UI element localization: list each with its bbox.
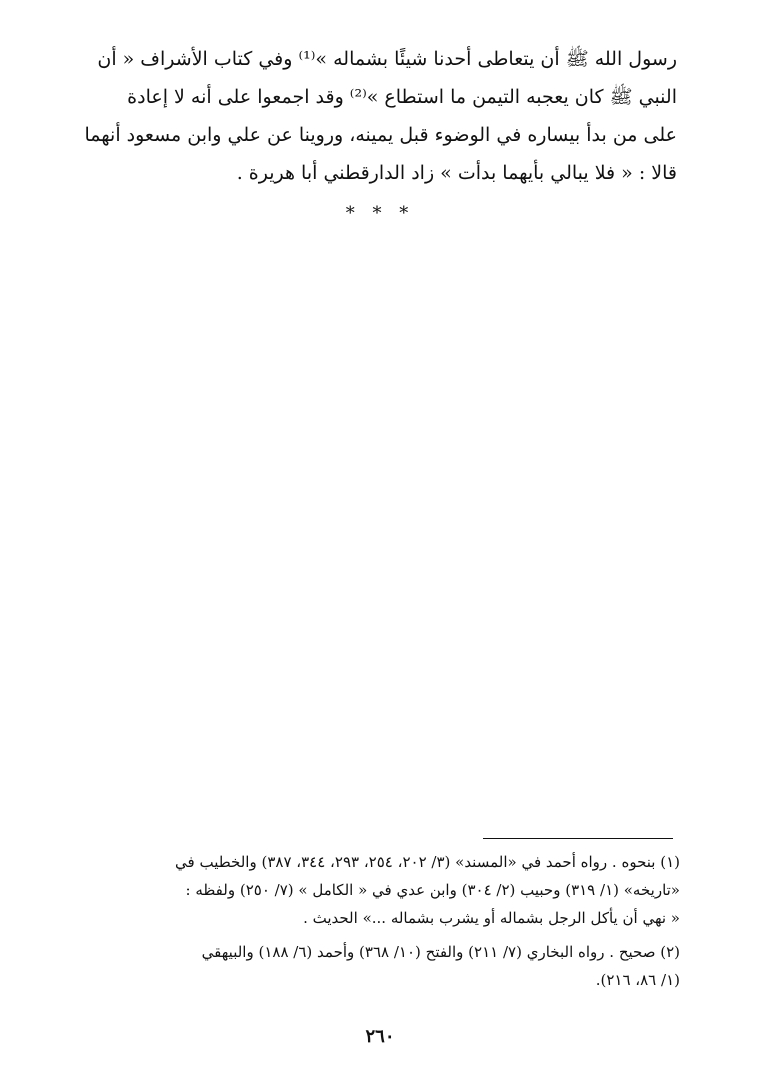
footnote-2 — [82, 938, 680, 994]
footnote-line: (٢) صحيح . رواه البخاري (٧/ ٢١١) والفتح (١٠/ ٣٦٨) وأحمد (٦/ ١٨٨) والبيهقي — [201, 943, 680, 961]
main-text-line: النبي ﷺ كان يعجبه التيمن ما استطاع »⁽²⁾ وقد اجمعوا على أنه لا إعادة — [127, 86, 677, 108]
footnotes-block — [82, 848, 680, 1000]
section-separator: * * * — [345, 203, 415, 224]
main-text-line: رسول الله ﷺ أن يتعاطى أحدنا شيئًا بشماله »⁽¹⁾ وفي كتاب الأشراف « أن — [97, 48, 677, 70]
page-number: ٢٦٠ — [365, 1026, 395, 1047]
footnote-line: (١/ ٨٦، ٢١٦). — [595, 971, 680, 989]
footnote-line: (١) بنحوه . رواه أحمد في «المسند» (٣/ ٢٠٢، ٢٥٤، ٢٩٣، ٣٤٤، ٣٨٧) والخطيب في — [175, 853, 680, 871]
footnote-line: «تاريخه» (١/ ٣١٩) وحبيب (٢/ ٣٠٤) وابن عدي في « الكامل » (٧/ ٢٥٠) ولفظه : — [185, 881, 680, 899]
footnote-divider — [483, 838, 673, 839]
main-text-block — [82, 40, 677, 192]
footnote-1 — [82, 848, 680, 932]
main-text-line: على من بدأ بيساره في الوضوء قبل يمينه، وروينا عن علي وابن مسعود أنهما — [84, 124, 677, 146]
footnote-line: « نهي أن يأكل الرجل بشماله أو يشرب بشماله ...» الحديث . — [303, 909, 680, 927]
main-text-line: قالا : « فلا يبالي بأيهما بدأت » زاد الدارقطني أبا هريرة . — [236, 162, 677, 184]
